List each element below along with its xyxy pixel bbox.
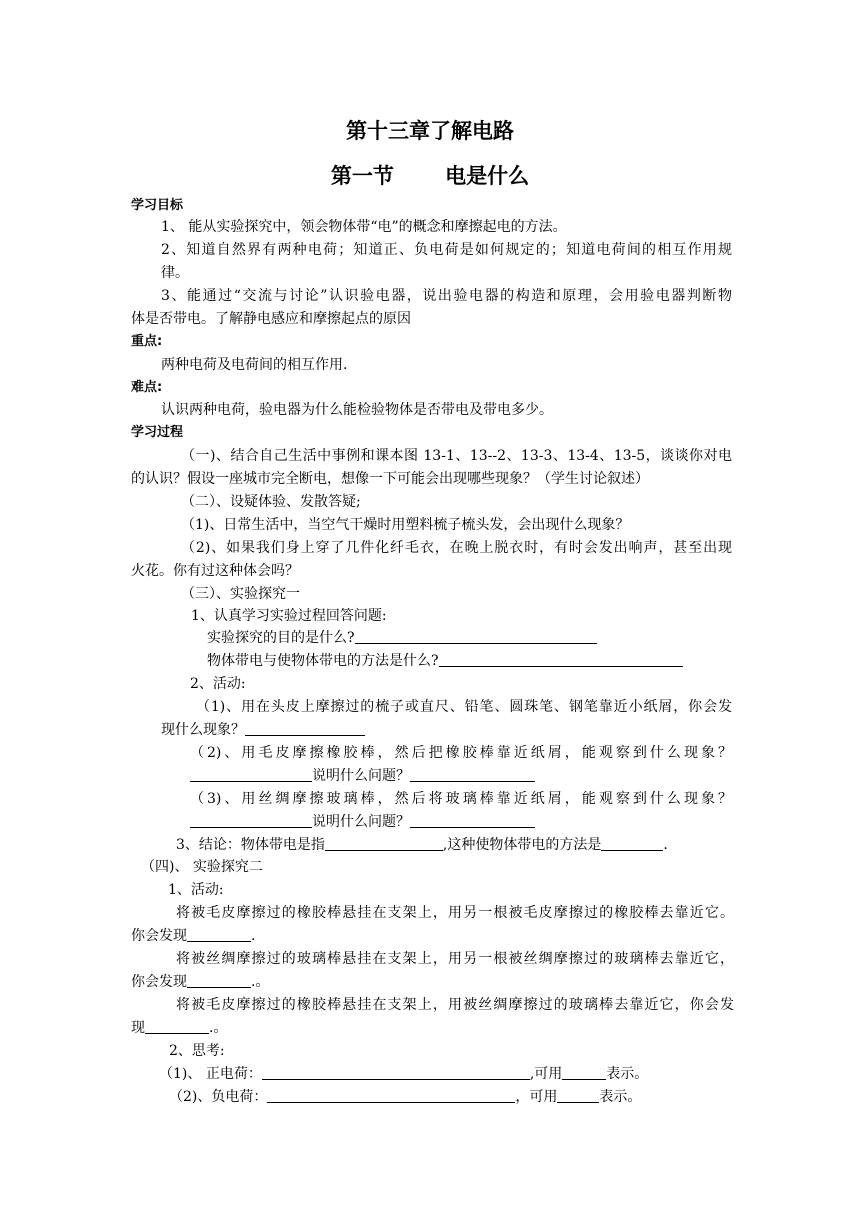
process-3-heading: （三）、实验探究一 [181,586,300,602]
activity-3-line-2 [190,812,535,832]
activity-2-line-2 [190,766,535,786]
exp2-b-line-2 [131,972,269,992]
answer-blank[interactable] [190,767,312,782]
question-text: 现什么现象？ [161,722,245,738]
process-2-q2-line-2: 火花。你有过这种体会吗？ [131,563,299,579]
question-text: 物体带电与使物体带电的方法是什么? [207,653,439,669]
conclusion-text: 3、结论：物体带电是指 [176,837,325,853]
activity-3-line-1: （3)、用丝绸摩擦玻璃棒，然后将玻璃棒靠近纸屑，能观察到什么现象？ [190,791,732,807]
process-3-q-purpose [207,628,597,648]
answer-blank[interactable] [410,767,535,782]
charge-text: ，可用 [515,1089,558,1105]
goal-2-line-2: 律。 [161,265,189,281]
process-3-q-method [207,651,683,671]
answer-blank[interactable] [145,1019,209,1034]
process-2-q1: （1)、日常生活中，当空气干燥时用塑料梳子梳头发，会出现什么现象？ [181,517,630,533]
answer-blank[interactable] [190,813,312,828]
goal-1: 1、 能从实验探究中，领会物体带“电”的概念和摩擦起电的方法。 [161,219,567,235]
conclusion-text: ,这种使物体带电的方法是 [442,837,602,853]
negative-charge-line [169,1087,641,1107]
process-3-item-2: 2、活动: [190,676,246,692]
exp2-b-line-1: 将被丝绸摩擦过的玻璃棒悬挂在支架上，用另一根被丝绸摩擦过的玻璃棒去靠近它， [176,951,734,967]
difficulty-heading: 难点: [131,380,163,395]
question-text: 说明什么问题？ [312,768,410,784]
conclusion-text: . [663,837,668,853]
answer-blank[interactable] [355,629,597,644]
exp2-a-line-1: 将被毛皮摩擦过的橡胶棒悬挂在支架上，用另一根被毛皮摩擦过的橡胶棒去靠近它。 [176,905,734,921]
question-text: 实验探究的目的是什么? [207,630,355,646]
positive-charge-line [159,1064,648,1084]
process-3-item-1: 1、认真学习实验过程回答问题: [191,608,387,624]
process-4-heading: （四)、 实验探究二 [141,859,263,875]
section-title: 第一节 电是什么 [330,164,530,188]
answer-blank[interactable] [557,1088,599,1103]
charge-text: 表示。 [606,1066,649,1082]
charge-text: （2)、负电荷： [169,1089,268,1105]
goal-2-line-1: 2、知道自然界有两种电荷；知道正、负电荷是如何规定的；知道电荷间的相互作用规 [161,242,732,258]
goals-heading: 学习目标 [131,198,184,213]
answer-blank[interactable] [267,1088,515,1103]
charge-text: ,可用 [529,1066,563,1082]
exp2-c-line-1: 将被毛皮摩擦过的橡胶棒悬挂在支架上，用被丝绸摩擦过的玻璃棒去靠近它，你会发 [176,997,734,1013]
process-1-line-1: （一)、结合自己生活中事例和课本图 13-1、13--2、13-3、13-4、13-5，谈谈你对电 [181,448,732,464]
exp-text: 你会发现 [131,928,187,944]
process-4-item-2: 2、思考: [169,1043,225,1059]
charge-text: 表示。 [599,1089,642,1105]
activity-1-line-1: （1)、用在头皮上摩擦过的梳子或直尺、铅笔、圆珠笔、钢笔靠近小纸屑，你会发 [196,699,732,715]
answer-blank[interactable] [410,813,535,828]
process-2-heading: （二）、设疑体验、发散答疑; [181,494,361,510]
process-heading: 学习过程 [131,425,184,440]
answer-blank[interactable] [187,973,251,988]
conclusion-line [176,835,668,855]
question-text: 说明什么问题？ [312,814,410,830]
chapter-title: 第十三章了解电路 [346,119,514,143]
activity-2-line-1: （2)、用毛皮摩擦橡胶棒，然后把橡胶棒靠近纸屑，能观察到什么现象？ [190,745,732,761]
answer-blank[interactable] [562,1065,606,1080]
exp-text: 你会发现 [131,974,187,990]
exp-text: . [251,928,256,944]
process-4-item-1: 1、活动: [168,882,224,898]
charge-text: （1)、 正电荷： [159,1066,262,1082]
exp2-a-line-2 [131,926,255,946]
goal-3-line-2: 体是否带电。了解静电感应和摩擦起点的原因 [131,311,411,327]
exp-text: 现 [131,1020,145,1036]
answer-blank[interactable] [262,1065,530,1080]
answer-blank[interactable] [601,836,663,851]
process-2-q2-line-1: （2)、如果我们身上穿了几件化纤毛衣，在晚上脱衣时，有时会发出响声，甚至出现 [181,540,732,556]
answer-blank[interactable] [439,652,683,667]
key-text: 两种电荷及电荷间的相互作用. [161,357,348,373]
key-heading: 重点: [131,334,163,349]
exp2-c-line-2 [131,1018,227,1038]
goal-3-line-1: 3、能通过“交流与讨论”认识验电器，说出验电器的构造和原理，会用验电器判断物 [161,288,732,304]
activity-1-line-2 [161,720,365,740]
answer-blank[interactable] [325,836,443,851]
difficulty-text: 认识两种电荷，验电器为什么能检验物体是否带电及带电多少。 [161,402,553,418]
exp-text: .。 [251,974,270,990]
answer-blank[interactable] [245,721,365,736]
exp-text: .。 [209,1020,228,1036]
process-1-line-2: 的认识？假设一座城市完全断电，想像一下可能会出现哪些现象？（学生讨论叙述） [131,471,649,487]
answer-blank[interactable] [187,927,251,942]
